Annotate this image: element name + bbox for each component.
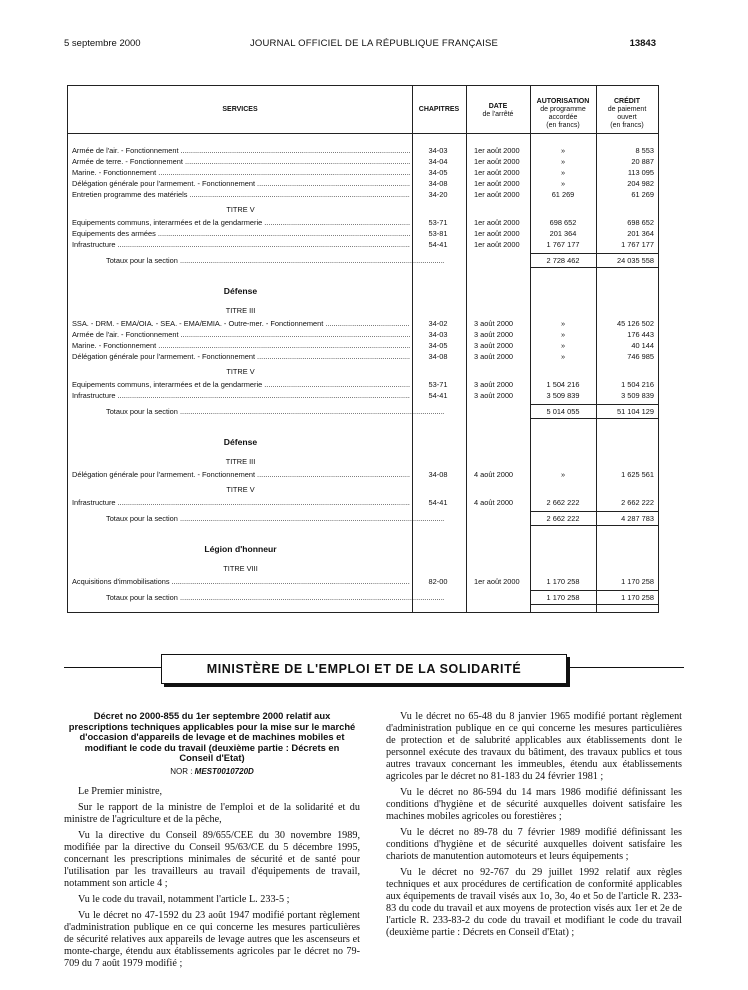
col-header-date: DATE <box>488 103 508 110</box>
page-number: 13843 <box>629 38 656 49</box>
row-authorisation: » <box>560 341 566 350</box>
row-chapter: 54-41 <box>428 498 448 507</box>
row-date: 1er août 2000 <box>474 179 520 188</box>
row-service: Marine. - Fonctionnement ..... <box>72 341 410 350</box>
row-total-credit: 51 104 129 <box>617 407 654 416</box>
decree-paragraph: Le Premier ministre, <box>78 785 163 797</box>
row-authorisation: » <box>560 179 566 188</box>
row-chapter: 34-08 <box>428 470 448 479</box>
col-header-auth-sub: de programme <box>540 106 586 113</box>
row-section-heading: Légion d'honneur <box>204 544 277 554</box>
row-credit: 746 985 <box>627 352 654 361</box>
row-chapter: 53-71 <box>428 218 448 227</box>
row-chapter: 54-41 <box>428 240 448 249</box>
total-rule <box>530 511 658 512</box>
row-chapter: 34-05 <box>428 168 448 177</box>
total-rule <box>530 590 658 591</box>
row-chapter: 34-04 <box>428 157 448 166</box>
col-header-date-sub: de l'arrêté <box>482 111 514 118</box>
row-credit: 176 443 <box>627 330 654 339</box>
row-total-authorisation: 2 662 222 <box>546 514 580 523</box>
total-rule <box>530 267 658 268</box>
row-authorisation: » <box>560 330 566 339</box>
decree-paragraph: Vu le décret no 86-594 du 14 mars 1986 modifié définissant les conditions d'hygiène et de sécurité auxquelles doivent satisfaire les machines mobiles agricoles ou forestières ; <box>386 787 682 822</box>
row-date: 3 août 2000 <box>474 330 514 339</box>
row-service: Armée de l'air. - Fonctionnement ..... <box>72 146 410 155</box>
row-credit: 698 652 <box>627 218 654 227</box>
row-total-credit: 24 035 558 <box>617 256 654 265</box>
row-total-label: Totaux pour la section ..... <box>106 593 444 602</box>
row-credit: 8 553 <box>635 146 654 155</box>
col-header-credit: CRÉDIT <box>613 98 641 105</box>
total-rule <box>530 253 658 254</box>
row-service: Armée de terre. - Fonctionnement ..... <box>72 157 410 166</box>
row-date: 3 août 2000 <box>474 341 514 350</box>
row-chapter: 34-08 <box>428 179 448 188</box>
row-credit: 45 126 502 <box>617 319 654 328</box>
row-authorisation: » <box>560 319 566 328</box>
row-service: Infrastructure ..... <box>72 498 410 507</box>
row-authorisation: 201 364 <box>549 229 577 238</box>
row-chapter: 34-03 <box>428 146 448 155</box>
row-date: 3 août 2000 <box>474 319 514 328</box>
row-chapter: 34-20 <box>428 190 448 199</box>
row-chapter: 34-08 <box>428 352 448 361</box>
row-authorisation: 2 662 222 <box>546 498 580 507</box>
decree-left-paragraphs <box>64 786 360 970</box>
decree-paragraph: Vu la directive du Conseil 89/655/CEE du 30 novembre 1989, modifiée par la directive du Conseil 95/63/CE du 5 décembre 1995, concernant les prescriptions minimales de sécurité et de santé pour l'utilisation par les travailleurs au travail d'équipements de travail, notamment son article 4 ; <box>64 829 360 889</box>
row-authorisation: » <box>560 352 566 361</box>
row-date: 3 août 2000 <box>474 380 514 389</box>
page-date: 5 septembre 2000 <box>64 38 141 49</box>
row-service: Equipements communs, interarmées et de la gendarmerie ..... <box>72 380 410 389</box>
row-total-label: Totaux pour la section ..... <box>106 514 444 523</box>
decree-paragraph: Vu le décret no 89-78 du 7 février 1989 modifié définissant les conditions d'hygiène et de sécurité auxquelles doivent satisfaire les chariots de manutention automoteurs et leurs équipements ; <box>386 827 682 862</box>
row-total-authorisation: 2 728 462 <box>546 256 580 265</box>
journal-title: JOURNAL OFFICIEL DE LA RÉPUBLIQUE FRANÇAISE <box>249 38 499 49</box>
row-chapter: 34-03 <box>428 330 448 339</box>
row-titre: TITRE V <box>226 205 255 214</box>
row-date: 1er août 2000 <box>474 577 520 586</box>
row-authorisation: » <box>560 470 566 479</box>
row-total-credit: 4 287 783 <box>621 514 654 523</box>
decree-right-column <box>386 711 682 943</box>
decree-right-paragraphs <box>386 711 682 939</box>
row-credit: 3 509 839 <box>621 391 654 400</box>
nor-label: NOR : <box>170 766 193 776</box>
row-service: SSA. - DRM. - EMA/OIA. - SEA. - EMA/EMIA. - Outre-mer. - Fonctionnement ..... <box>72 319 410 328</box>
row-credit: 1 767 177 <box>621 240 654 249</box>
decree-paragraph: Vu le décret no 47-1592 du 23 août 1947 modifié portant règlement d'administration publique en ce qui concerne les mesures particulières de sécurité relatives aux appareils de levage autres que les ascenseurs et monte-charge, étendu aux établissements agricoles par le décret no 79-709 du 7 août 1979 modifié ; <box>64 909 360 969</box>
row-credit: 1 170 258 <box>621 577 654 586</box>
row-credit: 2 662 222 <box>621 498 654 507</box>
row-chapter: 53-71 <box>428 380 448 389</box>
ministry-banner <box>161 654 567 684</box>
row-credit: 1 504 216 <box>621 380 654 389</box>
row-total-label: Totaux pour la section ..... <box>106 256 444 265</box>
row-service: Infrastructure ..... <box>72 240 410 249</box>
row-credit: 1 625 561 <box>621 470 654 479</box>
row-authorisation: » <box>560 157 566 166</box>
row-titre: TITRE III <box>225 306 256 315</box>
decree-paragraph: Vu le décret no 65-48 du 8 janvier 1965 modifié portant règlement d'administration publique en ce qui concerne les mesures particulières de protection et de salubrité applicables aux établissements dont le personnel exécute des travaux du bâtiment, des travaux publics et tous autres travaux concernant les immeubles, étendu aux établissements agricoles par le décret no 81-183 du 24 février 1981 ; <box>386 711 682 782</box>
appropriations-table <box>67 85 659 613</box>
row-service: Délégation générale pour l'armement. - Fonctionnement ..... <box>72 470 410 479</box>
table-col-divider <box>530 86 531 612</box>
table-col-divider <box>596 86 597 612</box>
row-service: Entretien programme des matériels ..... <box>72 190 410 199</box>
ministry-title: MINISTÈRE DE L'EMPLOI ET DE LA SOLIDARITÉ <box>206 662 522 676</box>
row-authorisation: » <box>560 168 566 177</box>
decree-paragraph: Sur le rapport de la ministre de l'emploi et de la solidarité et du ministre de l'agriculture et de la pêche, <box>64 801 360 825</box>
table-col-divider <box>466 86 467 612</box>
row-chapter: 82-00 <box>428 577 448 586</box>
row-service: Délégation générale pour l'armement. - Fonctionnement ..... <box>72 352 410 361</box>
col-header-auth: AUTORISATION <box>536 98 590 105</box>
row-titre: TITRE V <box>226 367 255 376</box>
row-credit: 113 095 <box>627 168 654 177</box>
col-header-credit-sub: de paiement <box>607 106 647 113</box>
row-service: Acquisitions d'immobilisations ..... <box>72 577 410 586</box>
row-service: Armée de l'air. - Fonctionnement ..... <box>72 330 410 339</box>
row-total-authorisation: 5 014 055 <box>546 407 580 416</box>
row-authorisation: » <box>560 146 566 155</box>
row-authorisation: 1 767 177 <box>546 240 580 249</box>
col-header-credit-sub: ouvert <box>617 114 637 121</box>
row-service: Marine. - Fonctionnement ..... <box>72 168 410 177</box>
row-date: 4 août 2000 <box>474 470 514 479</box>
row-section-heading: Défense <box>223 286 258 296</box>
row-credit: 40 144 <box>631 341 654 350</box>
row-credit: 204 982 <box>627 179 654 188</box>
row-authorisation: 3 509 839 <box>546 391 580 400</box>
row-credit: 20 887 <box>631 157 654 166</box>
row-service: Infrastructure ..... <box>72 391 410 400</box>
row-date: 1er août 2000 <box>474 168 520 177</box>
row-service: Equipements communs, interarmées et de la gendarmerie ..... <box>72 218 410 227</box>
col-header-auth-sub: (en francs) <box>546 122 580 129</box>
row-date: 1er août 2000 <box>474 229 520 238</box>
row-authorisation: 61 269 <box>551 190 575 199</box>
row-chapter: 34-02 <box>428 319 448 328</box>
row-section-heading: Défense <box>223 437 258 447</box>
col-header-credit-sub: (en francs) <box>610 122 644 129</box>
row-date: 3 août 2000 <box>474 352 514 361</box>
row-total-authorisation: 1 170 258 <box>546 593 580 602</box>
table-header-rule <box>68 133 658 134</box>
row-chapter: 34-05 <box>428 341 448 350</box>
decree-title: Décret no 2000-855 du 1er septembre 2000 relatif aux prescriptions techniques applicables pour la mise sur le marché d'occasion d'appareils de levage et de machines mobiles et modifiant le code du travail (deuxième partie : Décrets en Conseil d'Etat) <box>68 710 356 763</box>
row-total-credit: 1 170 258 <box>621 593 654 602</box>
decree-nor <box>64 766 360 778</box>
row-titre: TITRE VIII <box>223 564 258 573</box>
row-authorisation: 1 504 216 <box>546 380 580 389</box>
col-header-auth-sub: accordée <box>548 114 578 121</box>
total-rule <box>530 404 658 405</box>
row-date: 3 août 2000 <box>474 391 514 400</box>
row-titre: TITRE III <box>225 457 256 466</box>
col-header-services: SERVICES <box>222 106 258 113</box>
row-date: 1er août 2000 <box>474 190 520 199</box>
total-rule <box>530 525 658 526</box>
row-service: Equipements des armées ..... <box>72 229 410 238</box>
row-authorisation: 698 652 <box>549 218 577 227</box>
row-authorisation: 1 170 258 <box>546 577 580 586</box>
row-date: 1er août 2000 <box>474 240 520 249</box>
row-chapter: 53-81 <box>428 229 448 238</box>
row-date: 1er août 2000 <box>474 218 520 227</box>
row-titre: TITRE V <box>226 485 255 494</box>
row-service: Délégation générale pour l'armement. - Fonctionnement ..... <box>72 179 410 188</box>
row-chapter: 54-41 <box>428 391 448 400</box>
row-date: 1er août 2000 <box>474 146 520 155</box>
total-rule <box>530 418 658 419</box>
row-total-label: Totaux pour la section ..... <box>106 407 444 416</box>
decree-paragraph: Vu le code du travail, notamment l'article L. 233-5 ; <box>78 893 290 905</box>
row-credit: 61 269 <box>631 190 654 199</box>
row-date: 4 août 2000 <box>474 498 514 507</box>
row-credit: 201 364 <box>627 229 654 238</box>
decree-paragraph: Vu le décret no 92-767 du 29 juillet 1992 relatif aux règles techniques et aux procédures de certification de conformité applicables aux équipements de travail visés aux 1o, 3o, 4o et 5o de l'article R. 233-83 du code du travail et aux moyens de protection visés aux 1er et 2e de l'article R. 233-83-2 du code du travail et modifiant le code du travail (deuxième partie : Décrets en Conseil d'Etat) ; <box>386 867 682 938</box>
decree-left-column <box>64 711 360 974</box>
nor-code: MEST0010720D <box>194 766 254 776</box>
total-rule <box>530 604 658 605</box>
row-date: 1er août 2000 <box>474 157 520 166</box>
col-header-chapitres: CHAPITRES <box>418 106 460 113</box>
